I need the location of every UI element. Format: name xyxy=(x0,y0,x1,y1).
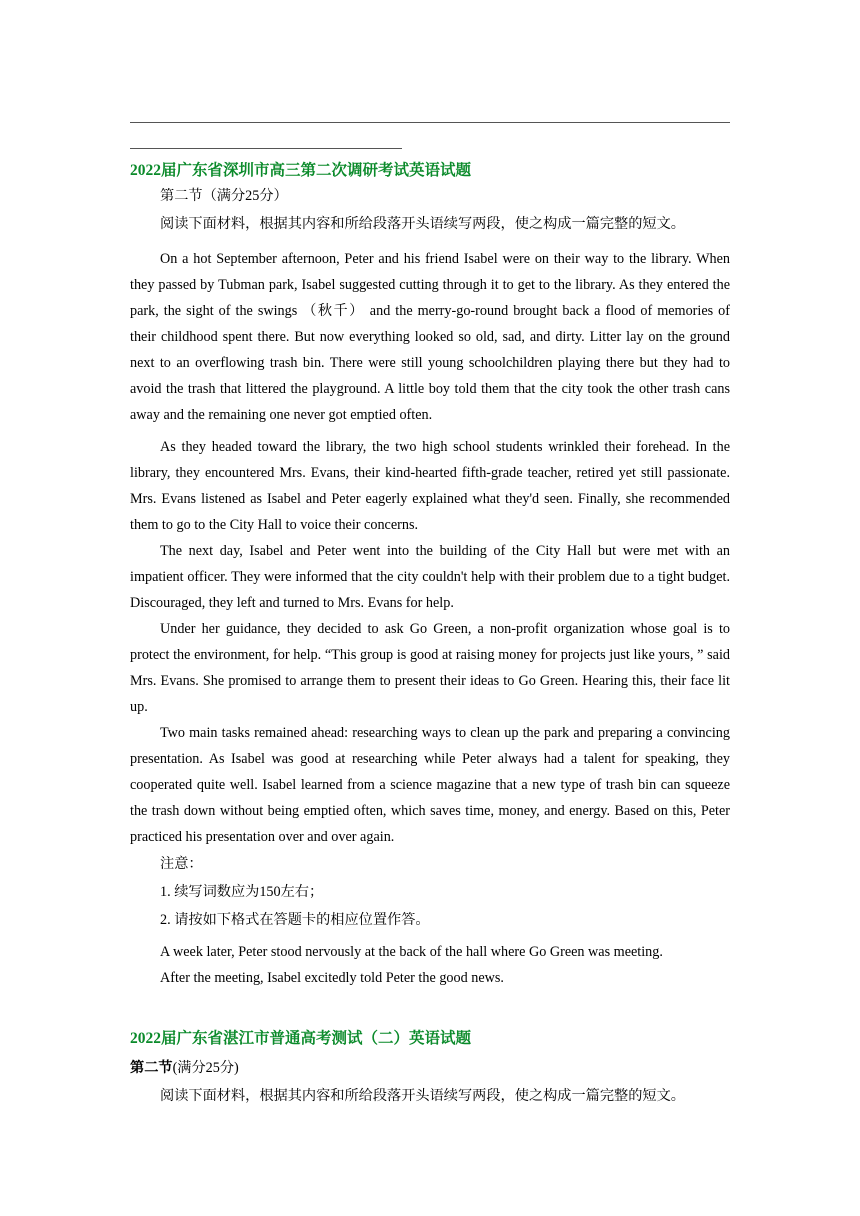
part-label-bold: 第二节 xyxy=(130,1060,173,1076)
paragraph-3: The next day, Isabel and Peter went into the building of the City Hall but were met with an impatient officer. They were informed that the city couldn't help with their problem due to a tight budget. Discouraged, they left and turned to Mrs. Evans for help. xyxy=(130,543,730,611)
paragraph-5: Two main tasks remained ahead: researching ways to clean up the park and preparing a convincing presentation. As Isabel was good at researching while Peter always had a talent for speaking, they cooperated quite well. Isabel learned from a science magazine that a new type of trash bin can squeeze the trash down without being emptied often, which saves time, money, and energy. Based on this, Peter practiced his presentation over and over again. xyxy=(130,725,730,845)
note-item: 1. 续写词数应为150左右； xyxy=(160,884,324,900)
instruction: 阅读下面材料，根据其内容和所给段落开头语续写两段，使之构成一篇完整的短文。 xyxy=(160,1088,685,1104)
note-item: 2. 请按如下格式在答题卡的相应位置作答。 xyxy=(160,912,430,928)
part-label xyxy=(130,1058,239,1078)
prompt-line: After the meeting, Isabel excitedly told Peter the good news. xyxy=(160,970,504,986)
notes-label: 注意： xyxy=(160,856,203,872)
instruction: 阅读下面材料，根据其内容和所给段落开头语续写两段，使之构成一篇完整的短文。 xyxy=(160,216,685,232)
paragraph-4: Under her guidance, they decided to ask Go Green, a non-profit organization whose goal is to protect the environment, for help. “This group is good at raising money for projects just like yours, ” said Mrs. Evans. She promised to arrange them to present their ideas to Go Green. Hearing this, their face lit up. xyxy=(130,621,730,715)
header-rule-short xyxy=(130,148,402,149)
section-title: 2022届广东省湛江市普通高考测试（二）英语试题 xyxy=(130,1030,472,1047)
prompt-line: A week later, Peter stood nervously at the back of the hall where Go Green was meeting. xyxy=(160,944,663,960)
part-label-rest: (满分25分) xyxy=(172,1060,239,1076)
paragraph-1: On a hot September afternoon, Peter and his friend Isabel were on their way to the library. When they passed by Tubman park, Isabel suggested cutting through it to get to the library. As they entered the park, the sight of the swings （秋千） and the merry-go-round brought back a flood of memories of their childhood spent there. But now everything looked so old, sad, and dirty. Litter lay on the ground next to an overflowing trash bin. There were still young schoolchildren playing there but they had to avoid the trash that littered the playground. A little boy told them that the city took the other trash cans away and the remaining one never got emptied often. xyxy=(130,251,730,423)
header-rule-full xyxy=(130,122,730,123)
part-label: 第二节（满分25分） xyxy=(160,188,288,204)
section-title: 2022届广东省深圳市高三第二次调研考试英语试题 xyxy=(130,162,472,179)
paragraph-2: As they headed toward the library, the two high school students wrinkled their forehead. In the library, they encountered Mrs. Evans, their kind-hearted fifth-grade teacher, retired yet still passionate. Mrs. Evans listened as Isabel and Peter eagerly explained what they'd seen. Finally, she recommended them to go to the City Hall to voice their concerns. xyxy=(130,439,730,533)
